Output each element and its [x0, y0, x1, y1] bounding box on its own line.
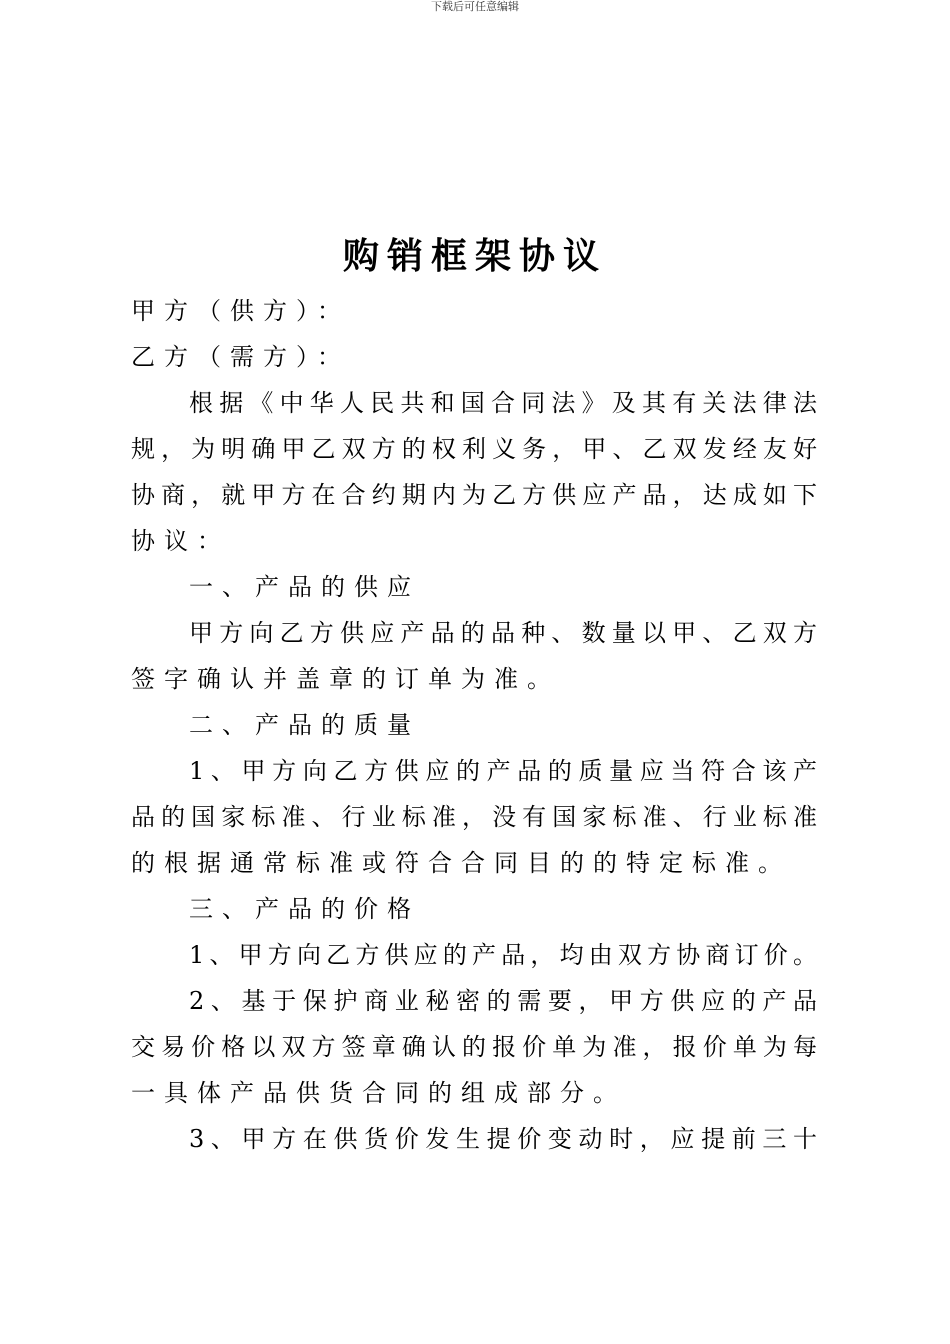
- paragraph-line: 乙方（需方）：: [131, 343, 350, 371]
- paragraph-line: 甲方（供方）：: [131, 297, 350, 325]
- paragraph-line: 协议：: [131, 527, 230, 555]
- paragraph-line: 甲方向乙方供应产品的品种、数量以甲、乙双方: [189, 619, 817, 647]
- paragraph-line: 三、产品的价格: [189, 895, 420, 923]
- paragraph-line: 1、甲方向乙方供应的产品，均由双方协商订价。: [189, 941, 817, 969]
- paragraph-line: 签字确认并盖章的订单为准。: [131, 665, 560, 693]
- paragraph-line: 的根据通常标准或符合合同目的的特定标准。: [131, 849, 791, 877]
- paragraph-line: 一、产品的供应: [189, 573, 420, 601]
- paragraph-line: 二、产品的质量: [189, 711, 420, 739]
- page-header-note: 下载后可任意编辑: [431, 0, 519, 13]
- paragraph-line: 规，为明确甲乙双方的权利义务，甲、乙双发经友好: [131, 435, 817, 463]
- agreement-body: [131, 288, 831, 1162]
- paragraph-line: 一具体产品供货合同的组成部分。: [131, 1079, 626, 1107]
- paragraph-line: 交易价格以双方签章确认的报价单为准，报价单为每: [131, 1033, 817, 1061]
- document-title: 购销框架协议: [342, 235, 607, 277]
- paragraph-line: 品的国家标准、行业标准，没有国家标准、行业标准: [131, 803, 817, 831]
- paragraph-line: 2、基于保护商业秘密的需要，甲方供应的产品: [189, 987, 817, 1015]
- paragraph-line: 根据《中华人民共和国合同法》及其有关法律法: [189, 389, 817, 417]
- paragraph-line: 3、甲方在供货价发生提价变动时，应提前三十: [189, 1125, 817, 1153]
- paragraph-line: 1、甲方向乙方供应的产品的质量应当符合该产: [189, 757, 817, 785]
- paragraph-line: 协商，就甲方在合约期内为乙方供应产品，达成如下: [131, 481, 817, 509]
